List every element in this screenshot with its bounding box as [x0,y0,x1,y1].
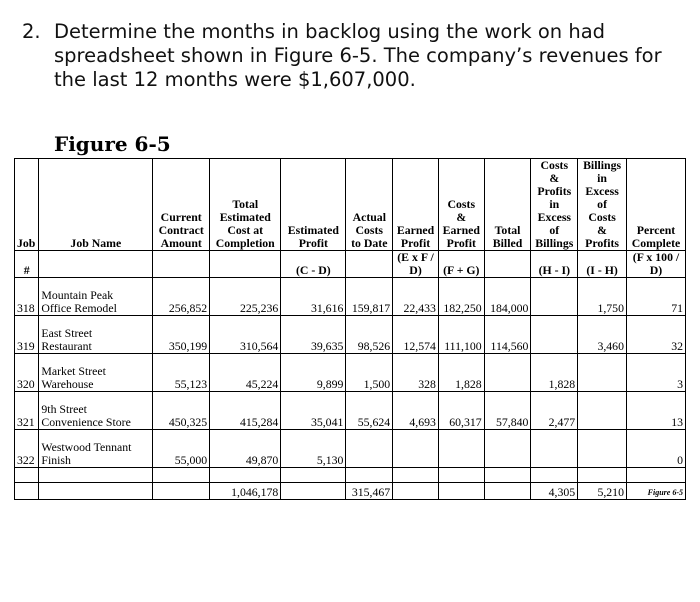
costs-earned: 1,828 [438,354,484,392]
billings-excess [578,430,627,468]
total-costs-profits-excess: 4,305 [531,483,578,500]
earned-profit: 328 [393,354,439,392]
est-cost: 310,564 [210,316,281,354]
job-name: East Street Restaurant [39,316,153,354]
header-total-estimated-cost: Total Estimated Cost at Completion [210,159,281,251]
header-costs-earned-profit: Costs & Earned Profit [438,159,484,251]
subheader-earned-profit: (E x F / D) [393,251,439,278]
costs-profits-excess [531,430,578,468]
billings-excess: 1,750 [578,278,627,316]
percent-complete: 71 [626,278,685,316]
earned-profit [393,430,439,468]
job-number: 318 [15,278,39,316]
header-total-billed: Total Billed [484,159,531,251]
total-billed: 114,560 [484,316,531,354]
job-number: 319 [15,316,39,354]
est-cost: 415,284 [210,392,281,430]
header-billings-excess: Billings in Excess of Costs & Profits [578,159,627,251]
est-profit: 35,041 [281,392,346,430]
totals-row [15,483,686,500]
earned-profit: 12,574 [393,316,439,354]
subheader-job: # [15,251,39,278]
costs-earned: 182,250 [438,278,484,316]
actual-costs: 98,526 [346,316,393,354]
header-job-name: Job Name [39,159,153,251]
subheader-costs-profits-excess: (H - I) [531,251,578,278]
job-name: Westwood Tennant Finish [39,430,153,468]
percent-complete: 3 [626,354,685,392]
est-profit: 9,899 [281,354,346,392]
table-row [15,278,686,316]
figure-note: Figure 6-5 [626,483,685,500]
percent-complete: 13 [626,392,685,430]
total-billed: 57,840 [484,392,531,430]
costs-profits-excess [531,278,578,316]
job-name: Market Street Warehouse [39,354,153,392]
costs-profits-excess [531,316,578,354]
actual-costs: 1,500 [346,354,393,392]
empty-row [15,468,686,483]
total-billed [484,354,531,392]
actual-costs: 55,624 [346,392,393,430]
question-text [22,20,687,92]
header-current-contract: Current Contract Amount [153,159,210,251]
total-billed: 184,000 [484,278,531,316]
contract-amount: 350,199 [153,316,210,354]
job-number: 321 [15,392,39,430]
est-cost: 225,236 [210,278,281,316]
header-percent-complete: Percent Complete [626,159,685,251]
est-profit: 31,616 [281,278,346,316]
header-earned-profit: Earned Profit [393,159,439,251]
est-profit: 5,130 [281,430,346,468]
subheader-row [15,251,686,278]
subheader-costs-earned: (F + G) [438,251,484,278]
work-on-hand-spreadsheet [14,158,686,500]
table-row [15,316,686,354]
header-row [15,159,686,251]
actual-costs: 159,817 [346,278,393,316]
job-name: Mountain Peak Office Remodel [39,278,153,316]
total-billed [484,430,531,468]
costs-earned: 111,100 [438,316,484,354]
job-number: 320 [15,354,39,392]
table-row [15,354,686,392]
total-billings-excess: 5,210 [578,483,627,500]
est-cost: 49,870 [210,430,281,468]
costs-earned: 60,317 [438,392,484,430]
percent-complete: 0 [626,430,685,468]
costs-profits-excess: 1,828 [531,354,578,392]
subheader-estimated-profit: (C - D) [281,251,346,278]
earned-profit: 22,433 [393,278,439,316]
billings-excess [578,392,627,430]
contract-amount: 450,325 [153,392,210,430]
total-actual-costs: 315,467 [346,483,393,500]
job-name: 9th Street Convenience Store [39,392,153,430]
question-body: Determine the months in backlog using the work on had spreadsheet shown in Figure 6-5. The company’s revenues for the last 12 months were $1,607,000. [54,20,662,91]
header-estimated-profit: Estimated Profit [281,159,346,251]
contract-amount: 55,000 [153,430,210,468]
contract-amount: 55,123 [153,354,210,392]
costs-profits-excess: 2,477 [531,392,578,430]
est-profit: 39,635 [281,316,346,354]
subheader-billings-excess: (I - H) [578,251,627,278]
billings-excess: 3,460 [578,316,627,354]
question-number: 2. [22,20,41,43]
total-est-cost: 1,046,178 [210,483,281,500]
percent-complete: 32 [626,316,685,354]
job-number: 322 [15,430,39,468]
table-row [15,392,686,430]
earned-profit: 4,693 [393,392,439,430]
subheader-percent-complete: (F x 100 / D) [626,251,685,278]
actual-costs [346,430,393,468]
billings-excess [578,354,627,392]
table-row [15,430,686,468]
header-costs-profits-excess: Costs & Profits in Excess of Billings [531,159,578,251]
costs-earned [438,430,484,468]
header-job: Job [15,159,39,251]
header-actual-costs: Actual Costs to Date [346,159,393,251]
contract-amount: 256,852 [153,278,210,316]
est-cost: 45,224 [210,354,281,392]
figure-title: Figure 6-5 [54,132,171,156]
